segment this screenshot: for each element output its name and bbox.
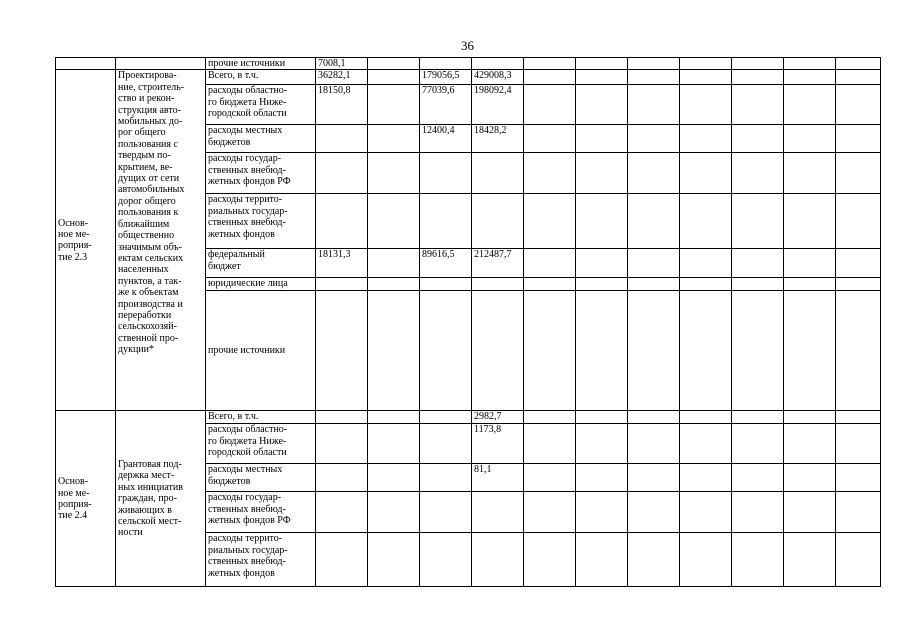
value-cell — [368, 278, 420, 291]
value-cell — [316, 194, 368, 249]
measure-description: Грантовая под- держка мест- ных инициатив граждан, про- живающих в сельской мест- ности — [116, 411, 206, 587]
value-cell — [784, 249, 836, 278]
value-cell — [576, 278, 628, 291]
value-cell — [732, 125, 784, 153]
table-row — [56, 411, 881, 424]
value-cell — [368, 58, 420, 70]
source-cell: расходы областно- го бюджета Ниже- городской области — [206, 85, 316, 125]
value-cell: 18428,2 — [472, 125, 524, 153]
value-cell — [368, 291, 420, 411]
source-cell: юридические лица — [206, 278, 316, 291]
value-cell — [628, 85, 680, 125]
value-cell — [732, 492, 784, 533]
value-cell — [784, 533, 836, 587]
value-cell — [836, 464, 881, 492]
value-cell: 81,1 — [472, 464, 524, 492]
value-cell — [524, 492, 576, 533]
value-cell — [836, 424, 881, 464]
value-cell — [524, 291, 576, 411]
value-cell — [576, 58, 628, 70]
value-cell — [732, 278, 784, 291]
value-cell — [576, 492, 628, 533]
value-cell — [368, 194, 420, 249]
value-cell — [836, 249, 881, 278]
value-cell — [524, 411, 576, 424]
value-cell: 198092,4 — [472, 85, 524, 125]
value-cell — [524, 249, 576, 278]
value-cell — [680, 249, 732, 278]
value-cell — [628, 153, 680, 194]
value-cell — [420, 424, 472, 464]
source-cell: расходы местных бюджетов — [206, 125, 316, 153]
value-cell — [420, 492, 472, 533]
value-cell — [628, 424, 680, 464]
value-cell — [784, 424, 836, 464]
value-cell — [784, 291, 836, 411]
source-cell: прочие источники — [206, 291, 316, 411]
value-cell — [836, 125, 881, 153]
value-cell — [628, 464, 680, 492]
value-cell — [836, 153, 881, 194]
value-cell: 1173,8 — [472, 424, 524, 464]
value-cell — [732, 249, 784, 278]
value-cell — [576, 424, 628, 464]
value-cell — [316, 492, 368, 533]
source-cell: Всего, в т.ч. — [206, 70, 316, 85]
value-cell — [628, 58, 680, 70]
value-cell — [784, 125, 836, 153]
value-cell: 77039,6 — [420, 85, 472, 125]
source-cell: расходы террито- риальных государ- ственных внебюд- жетных фондов — [206, 194, 316, 249]
table-row — [56, 58, 881, 70]
value-cell: 2982,7 — [472, 411, 524, 424]
value-cell — [368, 492, 420, 533]
measure-description: Проектирова- ние, строитель- ство и рекон- струкция авто- мобильных до- рог общего пользования с твердым по- крытием, ве- дущих от сети автомобильных дорог общего пользования к ближайшим общественно значимым объ- ектам сельских населенных пунктов, а так- же к объектам производства и переработки сельскохозяй- ственной про- дукции* — [116, 70, 206, 411]
value-cell — [472, 492, 524, 533]
value-cell — [472, 153, 524, 194]
value-cell — [784, 492, 836, 533]
value-cell — [420, 153, 472, 194]
value-cell — [524, 464, 576, 492]
budget-table — [55, 57, 881, 587]
value-cell — [732, 411, 784, 424]
value-cell — [628, 492, 680, 533]
value-cell: 18131,3 — [316, 249, 368, 278]
value-cell — [368, 249, 420, 278]
value-cell: 18150,8 — [316, 85, 368, 125]
value-cell — [576, 533, 628, 587]
value-cell — [420, 411, 472, 424]
value-cell — [472, 194, 524, 249]
value-cell — [784, 153, 836, 194]
value-cell — [680, 153, 732, 194]
value-cell — [576, 194, 628, 249]
value-cell — [524, 125, 576, 153]
value-cell — [420, 278, 472, 291]
value-cell: 429008,3 — [472, 70, 524, 85]
value-cell — [420, 291, 472, 411]
value-cell — [472, 533, 524, 587]
value-cell — [784, 278, 836, 291]
value-cell — [732, 85, 784, 125]
value-cell — [836, 533, 881, 587]
value-cell — [680, 411, 732, 424]
value-cell: 179056,5 — [420, 70, 472, 85]
value-cell — [576, 291, 628, 411]
value-cell — [784, 85, 836, 125]
value-cell — [732, 464, 784, 492]
value-cell — [524, 194, 576, 249]
table-body — [56, 58, 881, 587]
value-cell — [628, 249, 680, 278]
value-cell — [680, 464, 732, 492]
value-cell — [680, 85, 732, 125]
value-cell — [680, 492, 732, 533]
source-cell: Всего, в т.ч. — [206, 411, 316, 424]
value-cell — [472, 58, 524, 70]
value-cell: 7008,1 — [316, 58, 368, 70]
value-cell — [680, 58, 732, 70]
value-cell — [576, 153, 628, 194]
value-cell — [524, 424, 576, 464]
value-cell — [524, 278, 576, 291]
value-cell — [368, 411, 420, 424]
source-cell: расходы областно- го бюджета Ниже- городской области — [206, 424, 316, 464]
description-cell — [116, 58, 206, 70]
value-cell — [836, 58, 881, 70]
value-cell — [784, 70, 836, 85]
value-cell — [316, 291, 368, 411]
value-cell — [368, 153, 420, 194]
value-cell — [472, 291, 524, 411]
source-cell: расходы террито- риальных государ- ственных внебюд- жетных фондов — [206, 533, 316, 587]
value-cell — [628, 125, 680, 153]
value-cell — [784, 411, 836, 424]
source-cell: расходы государ- ственных внебюд- жетных фондов РФ — [206, 153, 316, 194]
value-cell — [316, 464, 368, 492]
page-number: 36 — [461, 38, 474, 53]
value-cell — [680, 194, 732, 249]
value-cell — [368, 424, 420, 464]
value-cell — [836, 70, 881, 85]
value-cell — [732, 424, 784, 464]
value-cell — [732, 70, 784, 85]
value-cell — [680, 533, 732, 587]
value-cell — [524, 153, 576, 194]
value-cell: 36282,1 — [316, 70, 368, 85]
value-cell — [316, 278, 368, 291]
value-cell — [628, 291, 680, 411]
value-cell — [732, 153, 784, 194]
measure-label: Основ- ное ме- роприя- тие 2.3 — [56, 70, 116, 411]
value-cell — [836, 85, 881, 125]
value-cell — [576, 249, 628, 278]
value-cell: 89616,5 — [420, 249, 472, 278]
table-row — [56, 70, 881, 85]
value-cell — [628, 411, 680, 424]
value-cell — [368, 464, 420, 492]
value-cell — [316, 125, 368, 153]
value-cell — [732, 533, 784, 587]
value-cell — [524, 58, 576, 70]
value-cell — [576, 411, 628, 424]
source-cell: федеральный бюджет — [206, 249, 316, 278]
value-cell — [420, 58, 472, 70]
value-cell — [368, 125, 420, 153]
value-cell — [680, 278, 732, 291]
value-cell — [680, 424, 732, 464]
value-cell — [576, 70, 628, 85]
value-cell — [576, 85, 628, 125]
value-cell — [524, 70, 576, 85]
value-cell — [316, 411, 368, 424]
value-cell — [836, 411, 881, 424]
value-cell — [316, 153, 368, 194]
source-cell: прочие источники — [206, 58, 316, 70]
value-cell — [368, 70, 420, 85]
value-cell — [836, 194, 881, 249]
value-cell: 12400,4 — [420, 125, 472, 153]
measure-label: Основ- ное ме- роприя- тие 2.4 — [56, 411, 116, 587]
value-cell — [836, 291, 881, 411]
value-cell — [680, 70, 732, 85]
value-cell — [732, 58, 784, 70]
value-cell — [732, 291, 784, 411]
value-cell — [576, 464, 628, 492]
source-cell: расходы государ- ственных внебюд- жетных фондов РФ — [206, 492, 316, 533]
value-cell — [420, 533, 472, 587]
value-cell — [836, 492, 881, 533]
value-cell — [524, 533, 576, 587]
value-cell — [784, 194, 836, 249]
value-cell — [628, 533, 680, 587]
value-cell — [420, 194, 472, 249]
value-cell — [576, 125, 628, 153]
value-cell — [368, 85, 420, 125]
value-cell — [316, 533, 368, 587]
value-cell — [628, 278, 680, 291]
value-cell — [472, 278, 524, 291]
value-cell — [628, 70, 680, 85]
value-cell — [524, 85, 576, 125]
label-cell — [56, 58, 116, 70]
source-cell: расходы местных бюджетов — [206, 464, 316, 492]
value-cell — [680, 125, 732, 153]
value-cell — [784, 464, 836, 492]
value-cell — [836, 278, 881, 291]
value-cell — [732, 194, 784, 249]
value-cell — [784, 58, 836, 70]
value-cell — [628, 194, 680, 249]
value-cell — [368, 533, 420, 587]
value-cell — [316, 424, 368, 464]
value-cell: 212487,7 — [472, 249, 524, 278]
value-cell — [420, 464, 472, 492]
value-cell — [680, 291, 732, 411]
